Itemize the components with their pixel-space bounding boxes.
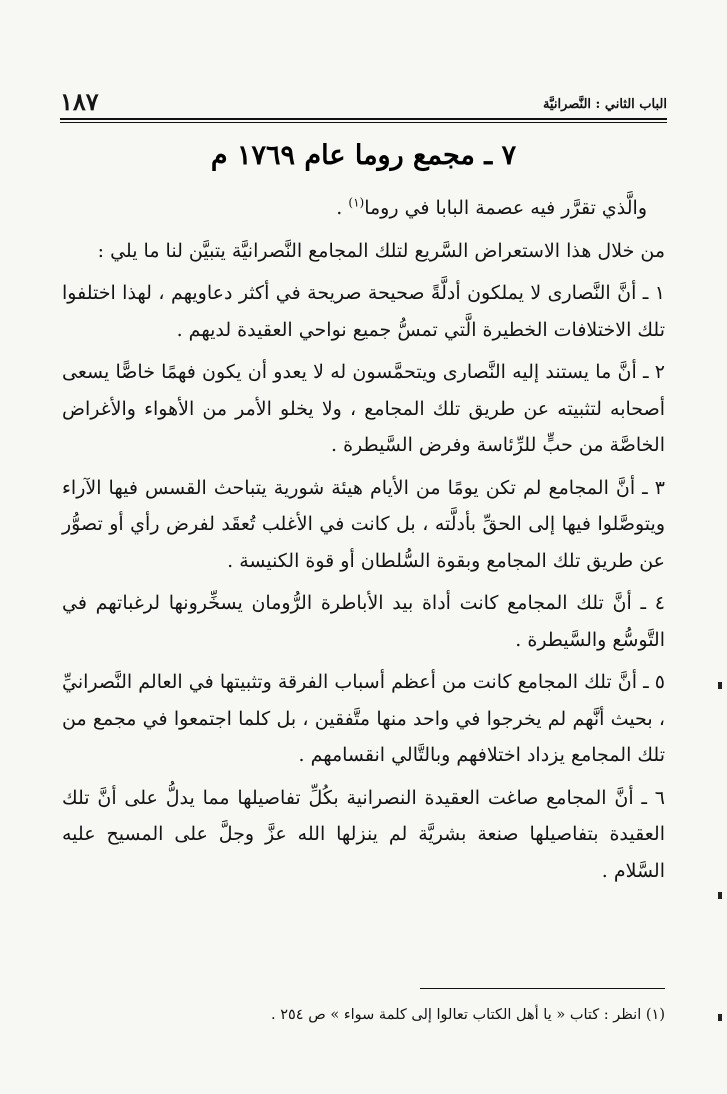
- point-3: ٣ ـ أنَّ المجامع لم تكن يومًا من الأيام هيئة شورية يتباحث القسس فيها الآراء ويتوصَّلوا فيها إلى الحقِّ بأدلَّته ، بل كانت في الأغلب تُعقَد لفرض رأي أو تصوُّر عن طريق تلك المجامع وبقوة السُّلطان أو قوة الكنيسة .: [62, 476, 665, 572]
- margin-mark: [718, 892, 722, 899]
- footnote-ref[interactable]: (١): [348, 195, 365, 210]
- margin-mark: [718, 682, 722, 689]
- body-text: [62, 190, 665, 889]
- point-2: ٢ ـ أنَّ ما يستند إليه النَّصارى ويتحمَّسون له لا يعدو أن يكون فهمًا خاصًّا يسعى أصحابه لتثبيته عن طريق تلك المجامع ، ولا يخلو الأمر من الأهواء والأغراض الخاصَّة من حبٍّ للرِّئاسة وفرض السَّيطرة .: [62, 361, 665, 456]
- header-rule-thin: [60, 122, 667, 123]
- lead-paragraph: من خلال هذا الاستعراض السَّريع لتلك المجامع النَّصرانيَّة يتبيَّن لنا ما يلي :: [97, 239, 665, 262]
- point-5: ٥ ـ أنَّ تلك المجامع كانت من أعظم أسباب الفرقة وتثبيتها في العالم النَّصرانيِّ ، بحيث أنَّهم لم يخرجوا في واحد منها متَّفقين ، بل كلما اجتمعوا في مجمع من تلك المجامع يزداد اختلافهم وبالتَّالي انقسامهم .: [62, 671, 665, 766]
- intro-text: والَّذي تقرَّر فيه عصمة البابا في روما: [364, 197, 647, 219]
- point-1: ١ ـ أنَّ النَّصارى لا يملكون أدلَّةً صحيحة صريحة في أكثر دعاويهم ، لهذا اختلفوا تلك الاختلافات الخطيرة الَّتي تمسُّ جميع نواحي العقيدة لديهم .: [62, 282, 665, 341]
- point-4: ٤ ـ أنَّ تلك المجامع كانت أداة بيد الأباطرة الرُّومان يسخِّرونها لرغباتهم في التَّوسُّع والسَّيطرة .: [62, 592, 665, 651]
- page-number: ١٨٧: [60, 87, 99, 116]
- header-rule-thick: [60, 118, 667, 120]
- intro-end: .: [336, 197, 349, 219]
- page-header: [60, 84, 667, 118]
- margin-mark: [718, 1014, 722, 1021]
- intro-paragraph: [62, 190, 665, 227]
- footnote-rule: [420, 988, 665, 989]
- point-6: ٦ ـ أنَّ المجامع صاغت العقيدة النصرانية بكُلِّ تفاصيلها مما يدلُّ على أنَّ تلك العقيدة بتفاصيلها صنعة بشريَّة لم ينزلها الله عزَّ وجلَّ على المسيح عليه السَّلام .: [62, 786, 665, 882]
- section-heading: ٧ ـ مجمع روما عام ١٧٦٩ م: [210, 140, 517, 171]
- running-title: الباب الثاني : النَّصرانيَّة: [542, 97, 667, 112]
- footnote: (١) انظر : كتاب « يا أهل الكتاب تعالوا إلى كلمة سواء » ص ٢٥٤ .: [271, 1007, 665, 1023]
